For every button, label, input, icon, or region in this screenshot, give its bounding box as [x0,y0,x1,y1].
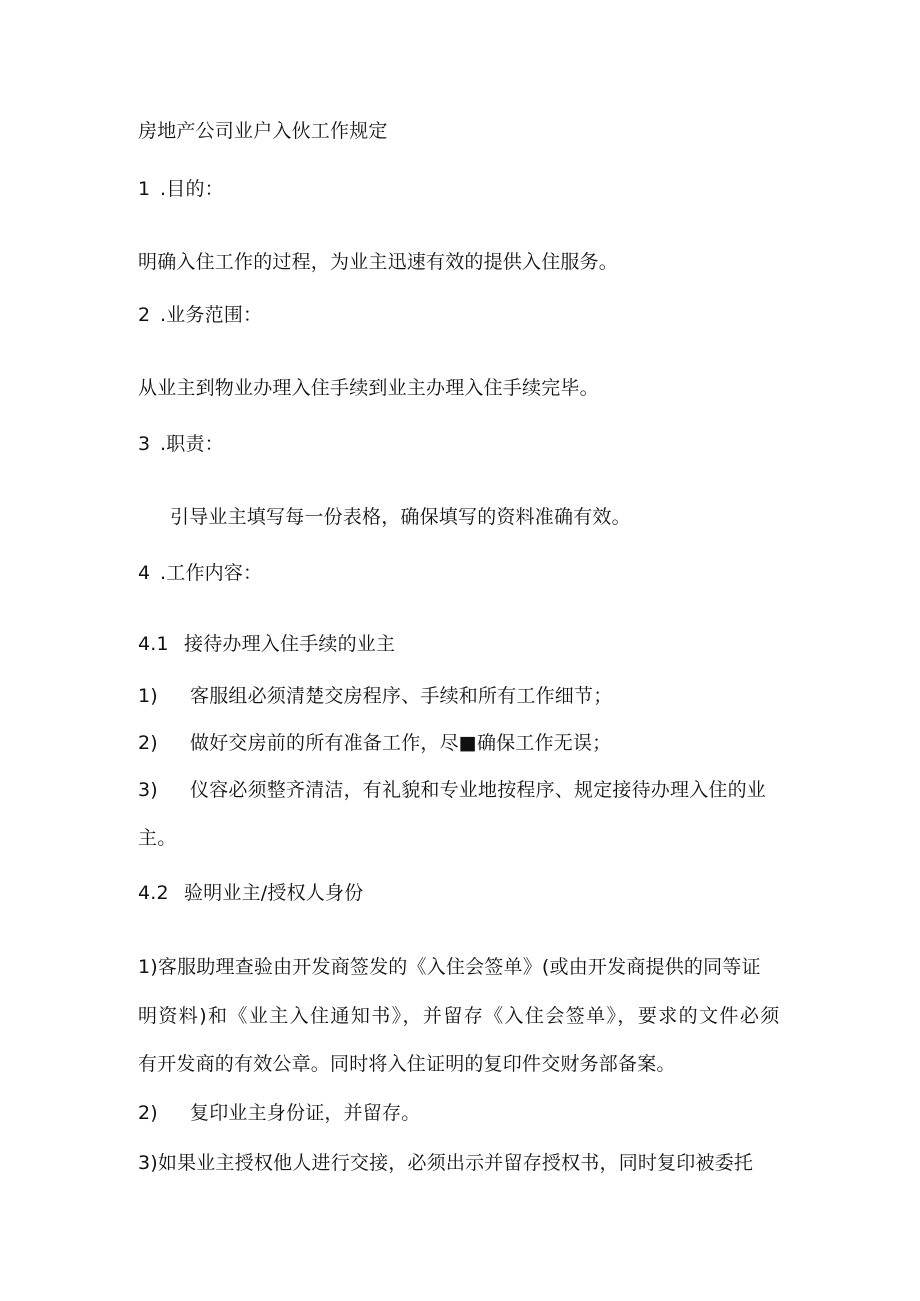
section-4-heading [138,561,262,585]
list-item [138,1101,420,1125]
list-item [138,684,612,708]
section-heading-text: .目的： [160,178,224,200]
list-item-number: 1) [138,685,158,707]
subsection-heading-text: 接待办理入住手续的业主 [184,633,396,655]
list-item-number: 2) [138,732,158,754]
section-1-heading [138,177,224,201]
subsection-heading-text: 验明业主/授权人身份 [184,882,364,904]
subsection-number: 4.2 [138,882,169,904]
paragraph-line: 明资料)和《业主入住通知书》，并留存《入住会签单》，要求的文件必须 [138,1005,781,1027]
section-2-body: 从业主到物业办理入住手续到业主办理入住手续完毕。 [138,377,599,399]
list-item-text: 做好交房前的所有准备工作，尽■确保工作无误； [190,732,612,754]
section-number: 3 [138,433,151,455]
section-3-heading [138,432,224,456]
section-2-heading [138,303,262,327]
section-1-body: 明确入住工作的过程，为业主迅速有效的提供入住服务。 [138,251,619,273]
section-heading-text: .业务范围： [160,304,263,326]
section-number: 1 [138,178,151,200]
section-number: 4 [138,562,151,584]
paragraph-line: 1)客服助理查验由开发商签发的《入住会签单》(或由开发商提供的同等证 [138,956,761,978]
paragraph-line: 有开发商的有效公章。同时将入住证明的复印件交财务部备案。 [138,1053,676,1075]
list-item-text: 客服组必须清楚交房程序、手续和所有工作细节； [190,685,613,707]
list-item-number: 3) [138,779,158,801]
list-item [138,778,766,802]
document-title: 房地产公司业户入伙工作规定 [138,120,388,142]
subsection-4-2-heading [138,881,363,905]
section-heading-text: .职责： [160,433,224,455]
list-item-continuation: 主。 [138,827,177,849]
section-number: 2 [138,304,151,326]
section-3-body: 引导业主填写每一份表格，确保填写的资料准确有效。 [170,506,631,528]
list-item-number: 2) [138,1102,158,1124]
list-item [138,731,611,755]
paragraph-line: 3)如果业主授权他人进行交接，必须出示并留存授权书，同时复印被委托 [138,1152,754,1174]
list-item-text: 复印业主身份证，并留存。 [190,1102,421,1124]
section-heading-text: .工作内容： [160,562,263,584]
subsection-4-1-heading [138,632,395,656]
subsection-number: 4.1 [138,633,169,655]
list-item-text: 仪容必须整齐清洁，有礼貌和专业地按程序、规定接待办理入住的业 [190,779,767,801]
